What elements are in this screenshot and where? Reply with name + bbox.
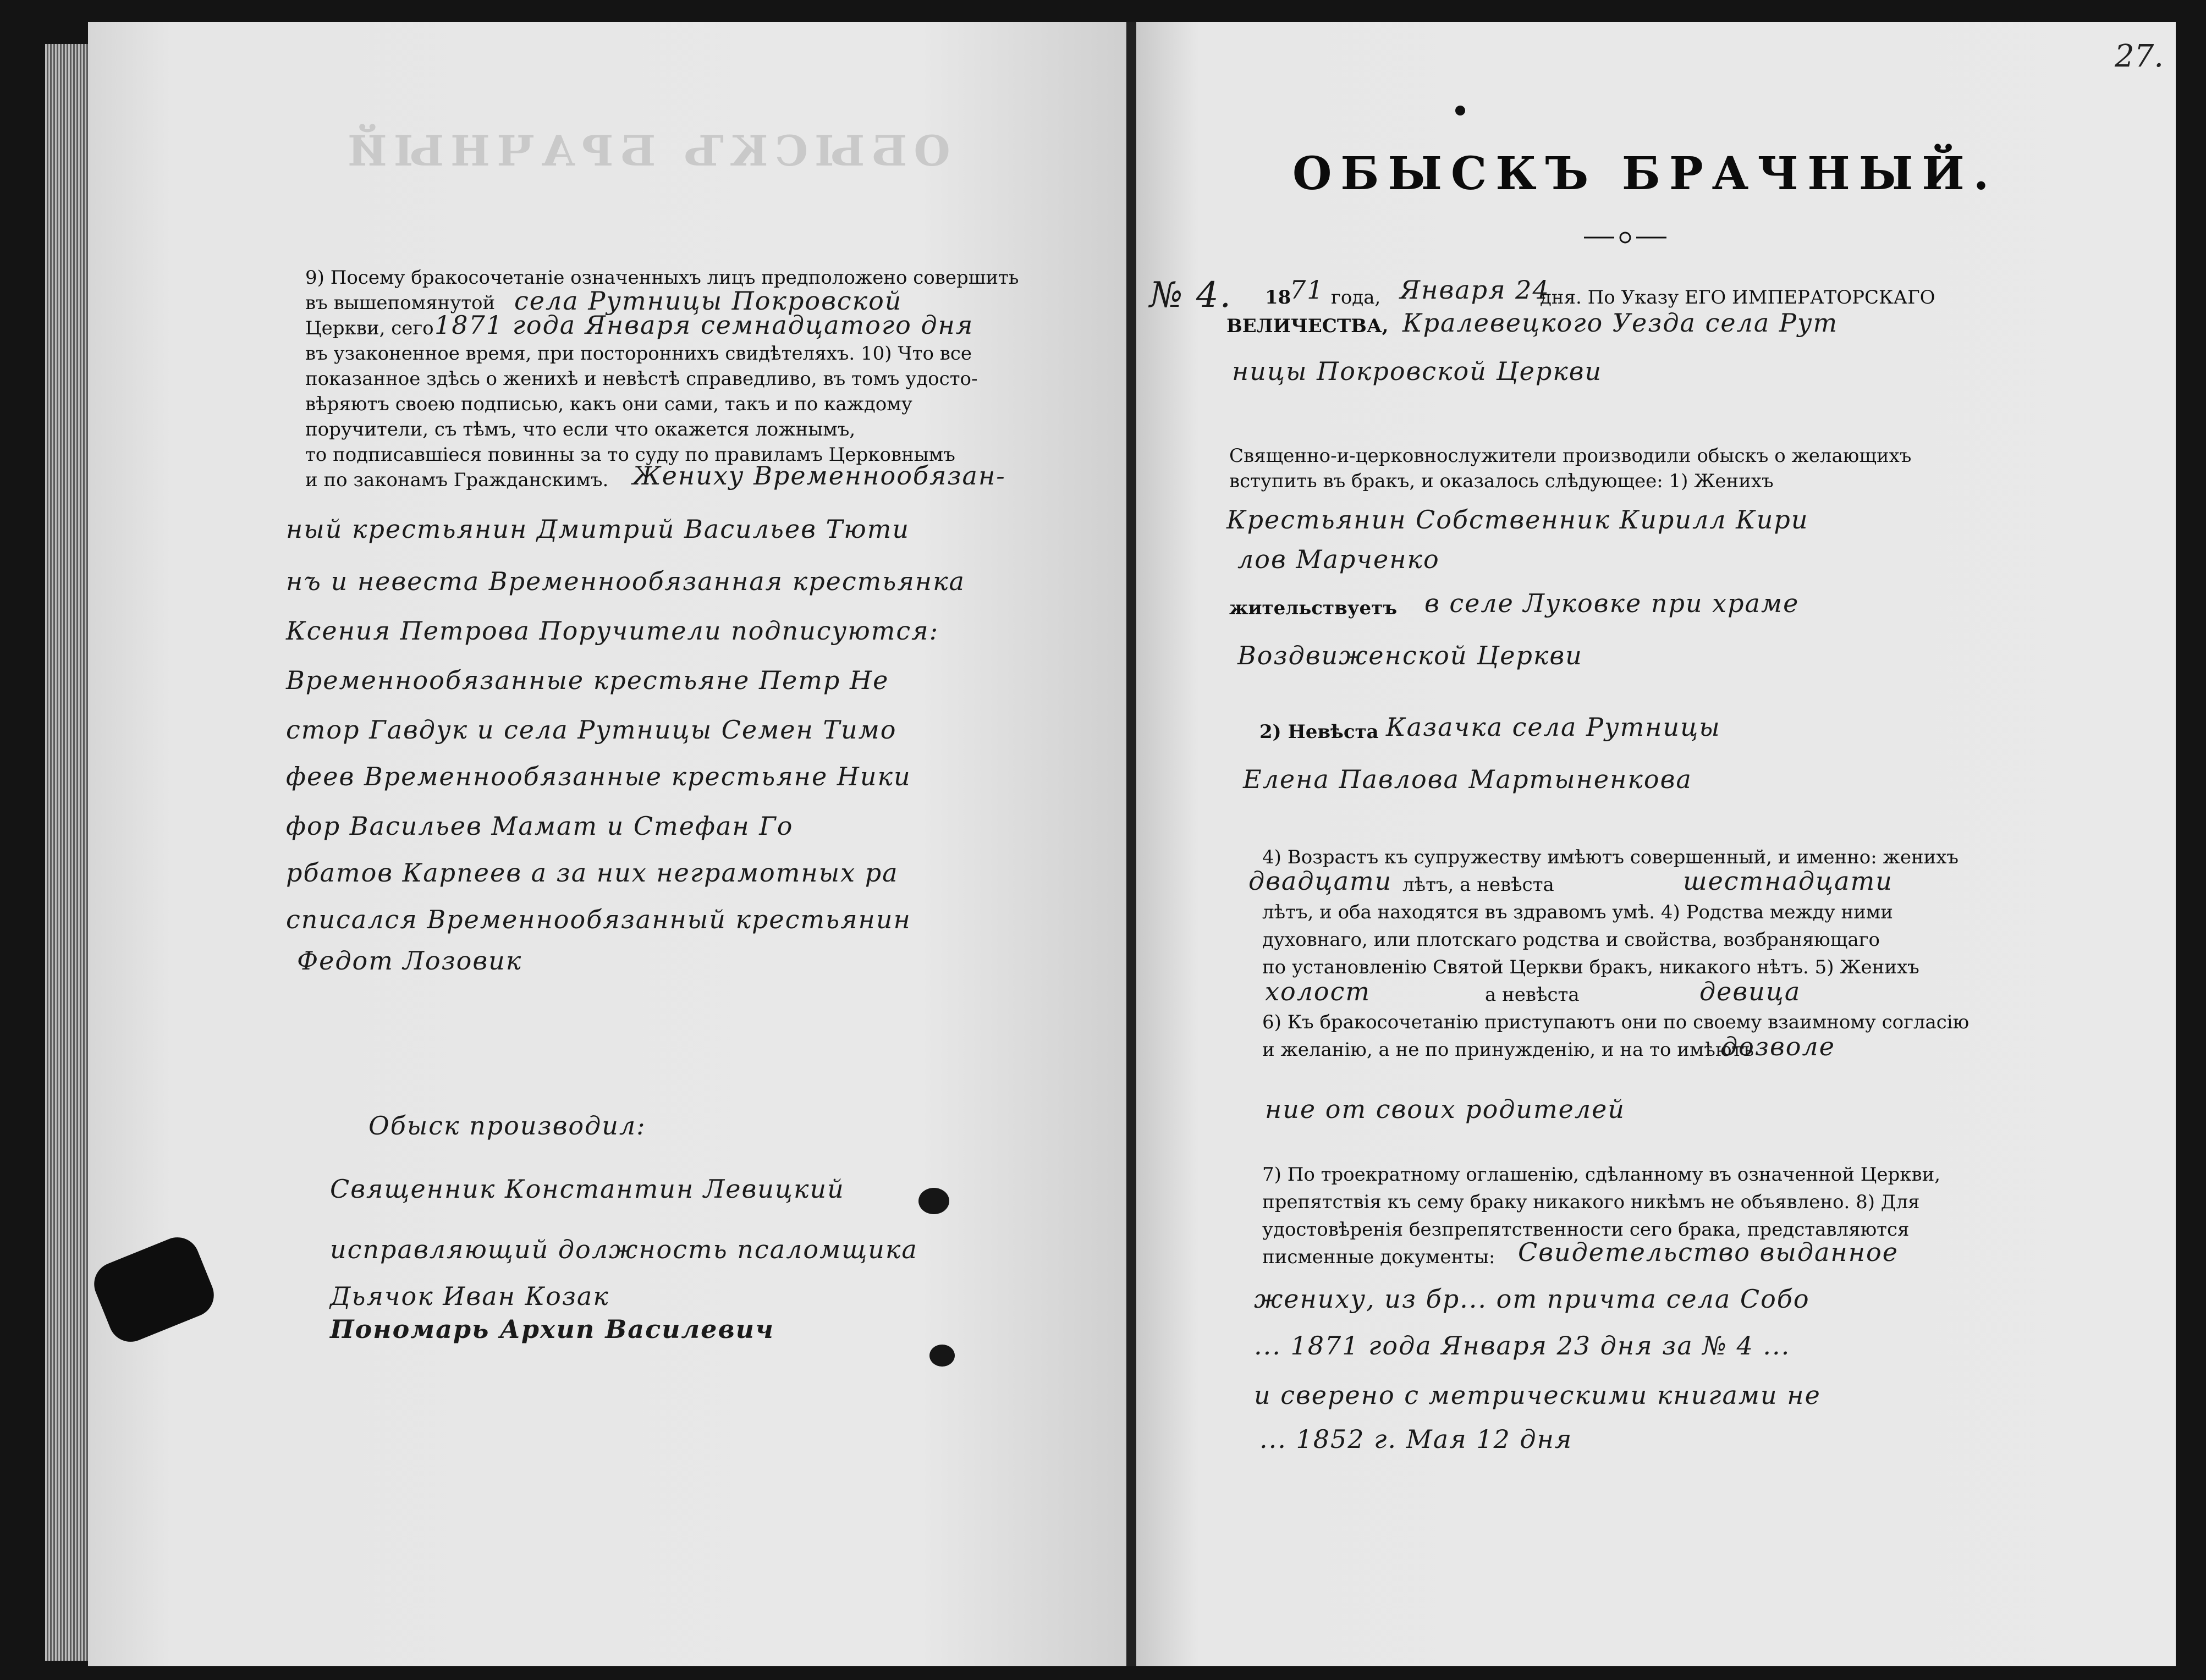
- left-hand-line-7: Временнообязанные крестьяне Петр Не: [286, 665, 889, 695]
- right-hand-year: 71: [1290, 275, 1324, 305]
- right-printed-line-1: года,: [1331, 287, 1381, 309]
- left-hand-line-12: списался Временнообязанный крестьянин: [286, 905, 911, 934]
- right-hand-groom-status: холост: [1265, 977, 1371, 1006]
- left-hand-line-8: стор Гавдук и села Рутницы Семен Тимо: [286, 715, 897, 745]
- right-hand-docs-2: жениху, из бр... от причта села Собо: [1254, 1284, 1810, 1314]
- right-printed-line-19: писменные документы:: [1262, 1246, 1495, 1268]
- right-hand-groom-1: Крестьянин Собственник Кирилл Кири: [1226, 505, 1809, 535]
- left-printed-line-1: 9) Посему бракосочетанiе означенныхъ лицъ предположено совершить: [305, 267, 1019, 289]
- ink-blot: [918, 1188, 949, 1214]
- right-printed-line-3: ВЕЛИЧЕСТВА,: [1226, 315, 1389, 337]
- right-hand-bride-age: шестнадцати: [1683, 866, 1893, 896]
- right-printed-line-11: духовнаго, или плотскаго родства и свойства, возбраняющаго: [1262, 929, 1880, 951]
- right-printed-line-16: 7) По троекратному оглашенiю, сдѣланному въ означенной Церкви,: [1262, 1164, 1941, 1186]
- right-printed-line-17: препятствiя къ сему браку никакого никѣмъ не объявлено. 8) Для: [1262, 1191, 1920, 1213]
- left-hand-line-5: нъ и невеста Временнообязанная крестьянка: [286, 566, 965, 596]
- right-printed-line-12: по установленiю Святой Церкви бракъ, никакого нѣтъ. 5) Женихъ: [1262, 956, 1919, 978]
- left-hand-line-16: исправляющий должность псаломщика: [330, 1235, 918, 1264]
- left-hand-line-4: ный крестьянин Дмитрий Васильев Тюти: [286, 514, 910, 544]
- right-hand-docs-4: и сверено с метрическими книгами не: [1254, 1380, 1821, 1410]
- right-hand-bride-1: Казачка села Рутницы: [1386, 712, 1721, 742]
- left-hand-line-15: Священник Константин Левицкий: [330, 1174, 845, 1204]
- right-hand-consent-1: дозволе: [1721, 1032, 1835, 1061]
- left-hand-line-14: Обыск производил:: [368, 1111, 646, 1141]
- right-hand-place-1: Кралевецкого Уезда села Рут: [1402, 308, 1839, 338]
- left-printed-line-7: поручители, съ тѣмъ, что если что окажется ложнымъ,: [305, 418, 856, 440]
- right-printed-line-10: лѣтъ, и оба находятся въ здравомъ умѣ. 4) Родства между ними: [1262, 901, 1893, 923]
- right-printed-line-6: жительствуетъ: [1229, 597, 1398, 619]
- right-hand-docs-3: ... 1871 года Января 23 дня за № 4 ...: [1254, 1331, 1791, 1360]
- left-printed-line-9: и по законамъ Гражданскимъ.: [305, 469, 609, 491]
- left-hand-line-1: села Рутницы Покровской: [514, 286, 903, 316]
- right-hand-groom-age: двадцати: [1248, 866, 1393, 896]
- punch-dot: [1455, 106, 1465, 115]
- page-title: ОБЫСКЪ БРАЧНЫЙ.: [1292, 147, 1998, 200]
- right-hand-docs-1: Свидетельство выданное: [1518, 1237, 1899, 1267]
- left-printed-line-8: то подписавшiеся повинны за то суду по правиламъ Церковнымъ: [305, 444, 955, 466]
- left-printed-line-5: показанное здѣсь о женихѣ и невѣстѣ справедливо, въ томъ удосто-: [305, 368, 978, 390]
- left-ghost-heading: ОБЫСКЪ БРАЧНЫЙ: [341, 126, 950, 175]
- year-prefix: 18: [1265, 287, 1291, 309]
- right-printed-line-9: лѣтъ, а невѣста: [1402, 874, 1554, 896]
- left-printed-line-2: въ вышепомянутой: [305, 292, 496, 314]
- page-number: 27.: [2115, 38, 2164, 74]
- right-printed-line-8: 4) Возрастъ къ супружеству имѣютъ совершенный, и именно: женихъ: [1262, 846, 1959, 868]
- right-printed-line-2: дня. По Указу ЕГО ИМПЕРАТОРСКАГО: [1540, 287, 1935, 309]
- right-printed-line-5: вступить въ бракъ, и оказалось слѣдующее: 1) Женихъ: [1229, 470, 1774, 492]
- left-printed-line-6: вѣряютъ своею подписью, какъ они сами, такъ и по каждому: [305, 393, 912, 415]
- left-hand-line-17: Дьячок Иван Козак: [330, 1281, 609, 1311]
- right-hand-docs-5: ... 1852 г. Мая 12 дня: [1259, 1424, 1573, 1454]
- book-page-edges: [45, 44, 89, 1661]
- right-hand-residence-2: Воздвиженской Церкви: [1237, 641, 1583, 670]
- left-hand-line-9: феев Временнообязанные крестьяне Ники: [286, 762, 911, 791]
- right-printed-line-4: Священно-и-церковнослужители производили обыскъ о желающихъ: [1229, 445, 1912, 467]
- ornament-divider: [1584, 231, 1666, 244]
- left-printed-line-3: Церкви, сего: [305, 317, 434, 339]
- right-printed-line-14: 6) Къ бракосочетанiю приступаютъ они по своему взаимному согласiю: [1262, 1011, 1970, 1033]
- left-hand-line-18: Пономарь Архип Василевич: [330, 1314, 774, 1344]
- left-hand-line-2: 1871 года Января семнадцатого дня: [434, 310, 974, 340]
- book-gutter: [1126, 22, 1137, 1666]
- right-printed-line-15: и желанiю, а не по принужденiю, и на то имѣютъ: [1262, 1039, 1754, 1061]
- left-hand-line-11: рбатов Карпеев а за них неграмотных ра: [286, 858, 899, 888]
- right-hand-consent-2: ние от своих родителей: [1265, 1094, 1626, 1124]
- left-hand-line-10: фор Васильев Мамат и Стефан Го: [286, 811, 794, 841]
- right-hand-bride-2: Елена Павлова Мартыненкова: [1243, 764, 1692, 794]
- left-hand-line-3: Жениху Временнообязан-: [632, 461, 1006, 491]
- ink-blot: [929, 1345, 955, 1367]
- right-hand-place-2: ницы Покровской Церкви: [1232, 356, 1603, 386]
- record-number: № 4.: [1149, 275, 1232, 316]
- right-hand-bride-status: девица: [1699, 977, 1801, 1006]
- left-printed-line-4: въ узаконенное время, при постороннихъ свидѣтеляхъ. 10) Что все: [305, 343, 972, 365]
- right-hand-date: Января 24: [1400, 275, 1550, 305]
- right-page: [1136, 22, 2176, 1666]
- right-printed-line-18: удостовѣренiя безпрепятственности сего брака, представляются: [1262, 1219, 1910, 1241]
- right-printed-line-7: 2) Невѣста: [1259, 721, 1379, 743]
- left-hand-line-13: Федот Лозовик: [297, 946, 522, 976]
- right-printed-line-13: а невѣста: [1485, 984, 1580, 1006]
- right-hand-residence-1: в селе Луковке при храме: [1424, 588, 1800, 618]
- left-hand-line-6: Ксения Петрова Поручители подписуются:: [286, 616, 939, 646]
- right-hand-groom-2: лов Марченко: [1237, 544, 1440, 574]
